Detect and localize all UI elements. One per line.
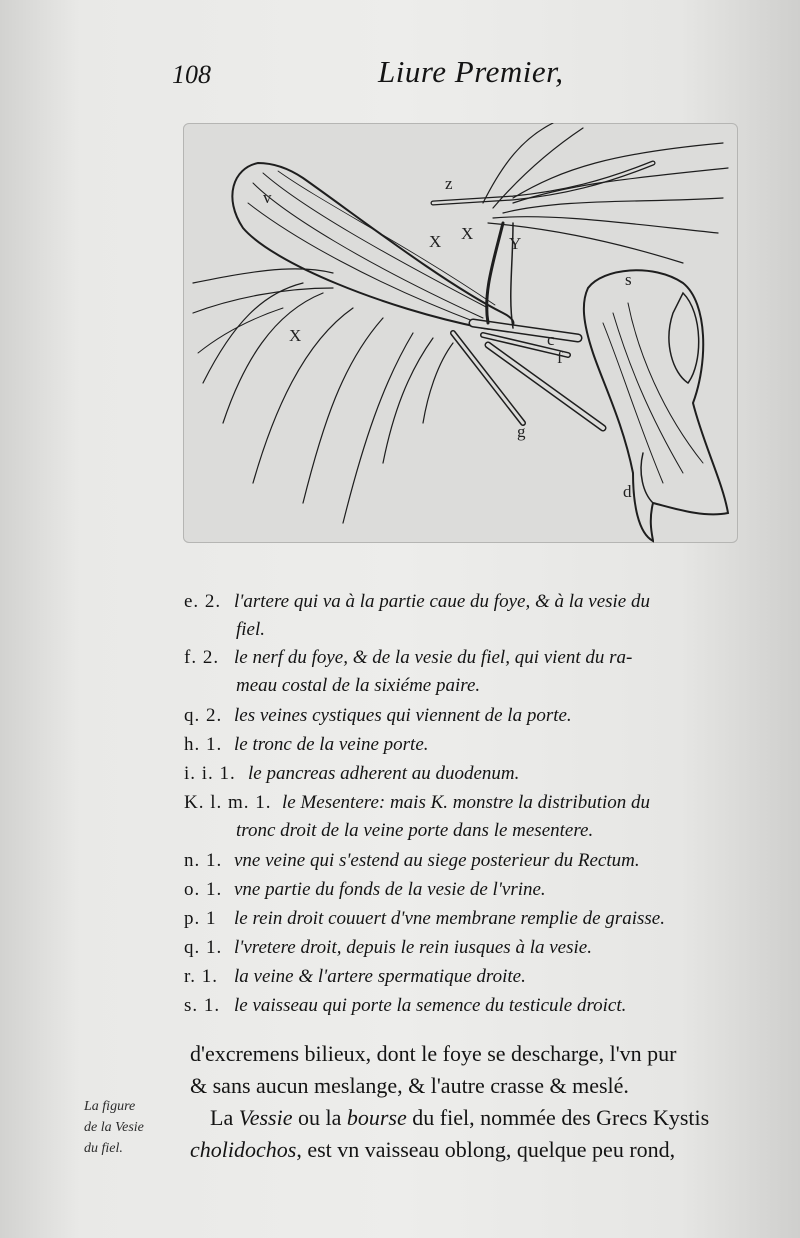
margin-line: de la Vesie bbox=[84, 1120, 144, 1135]
legend-key: e. 2. bbox=[184, 591, 222, 612]
legend-key: K. l. m. 1. bbox=[184, 792, 272, 813]
figure-letter-z: z bbox=[445, 174, 453, 193]
running-title: Liure Premier, bbox=[378, 54, 564, 89]
page-number: 108 bbox=[172, 60, 211, 89]
legend-text: le tronc de la veine porte. bbox=[234, 734, 429, 755]
figure-letter-x2: X bbox=[461, 224, 474, 243]
legend-key: h. 1. bbox=[184, 734, 223, 755]
figure-letter-f: f bbox=[557, 348, 563, 367]
term-bourse: bourse bbox=[346, 1105, 407, 1130]
legend-key: f. 2. bbox=[184, 647, 220, 668]
legend-key: q. 1. bbox=[184, 937, 223, 958]
term-vessie: Vessie bbox=[238, 1105, 293, 1130]
legend-text: les veines cystiques qui viennent de la porte. bbox=[234, 705, 572, 726]
body-text: du fiel, nommée des Grecs Kystis bbox=[406, 1105, 710, 1130]
margin-line: du fiel. bbox=[84, 1141, 123, 1156]
margin-line: La figure bbox=[84, 1099, 136, 1114]
running-head bbox=[0, 52, 800, 92]
body-line-greek bbox=[190, 1134, 675, 1166]
figure-letter-s: s bbox=[625, 270, 632, 289]
figure-letter-y: Y bbox=[509, 234, 522, 253]
legend-text: vne partie du fonds de la vesie de l'vrine. bbox=[234, 879, 546, 900]
legend-text-cont: meau costal de la sixiéme paire. bbox=[236, 675, 481, 696]
legend-text: le pancreas adherent au duodenum. bbox=[248, 763, 520, 784]
figure-letter-c: c bbox=[547, 330, 555, 349]
body-text: ou la bbox=[292, 1105, 347, 1130]
legend-text: le rein droit couuert d'vne membrane remplie de graisse. bbox=[234, 908, 665, 929]
figure-letter-v: v bbox=[263, 188, 272, 207]
legend-key: o. 1. bbox=[184, 879, 223, 900]
legend-text-cont: tronc droit de la veine porte dans le mesentere. bbox=[236, 820, 594, 841]
figure-letter-g: g bbox=[517, 422, 526, 441]
body-line: & sans aucun meslange, & l'autre crasse & meslé. bbox=[190, 1073, 629, 1098]
legend-key: q. 2. bbox=[184, 705, 223, 726]
term-cholidochos: cholidochos bbox=[190, 1137, 297, 1162]
figure-letter-x3: X bbox=[289, 326, 302, 345]
body-text: , est vn vaisseau oblong, quelque peu rond, bbox=[296, 1137, 676, 1162]
legend-text: le nerf du foye, & de la vesie du fiel, qui vient du ra- bbox=[234, 647, 633, 668]
legend-key: s. 1. bbox=[184, 995, 221, 1016]
legend-text: le vaisseau qui porte la semence du testicule droict. bbox=[234, 995, 627, 1016]
legend-text: vne veine qui s'estend au siege posterieur du Rectum. bbox=[234, 850, 640, 871]
body-line: d'excremens bilieux, dont le foye se descharge, l'vn pur bbox=[190, 1041, 677, 1066]
legend-text: le Mesentere: mais K. monstre la distribution du bbox=[282, 792, 651, 813]
engraving-drawing bbox=[183, 123, 738, 543]
legend-key: r. 1. bbox=[184, 966, 219, 987]
figure-letter-d: d bbox=[623, 482, 632, 501]
legend-text-cont: fiel. bbox=[236, 619, 266, 640]
marginal-note bbox=[84, 1096, 194, 1159]
body-line-vessie bbox=[210, 1102, 709, 1134]
legend-text: la veine & l'artere spermatique droite. bbox=[234, 966, 526, 987]
figure-letter-x1: X bbox=[429, 232, 442, 251]
legend-key: p. 1 bbox=[184, 908, 217, 929]
legend-key: i. i. 1. bbox=[184, 763, 236, 784]
engraving-gallbladder bbox=[183, 123, 738, 543]
legend-text: l'vretere droit, depuis le rein iusques à la vesie. bbox=[234, 937, 592, 958]
legend-text: l'artere qui va à la partie caue du foye, & à la vesie du bbox=[234, 591, 650, 612]
legend-key: n. 1. bbox=[184, 850, 223, 871]
body-text: La bbox=[210, 1105, 239, 1130]
